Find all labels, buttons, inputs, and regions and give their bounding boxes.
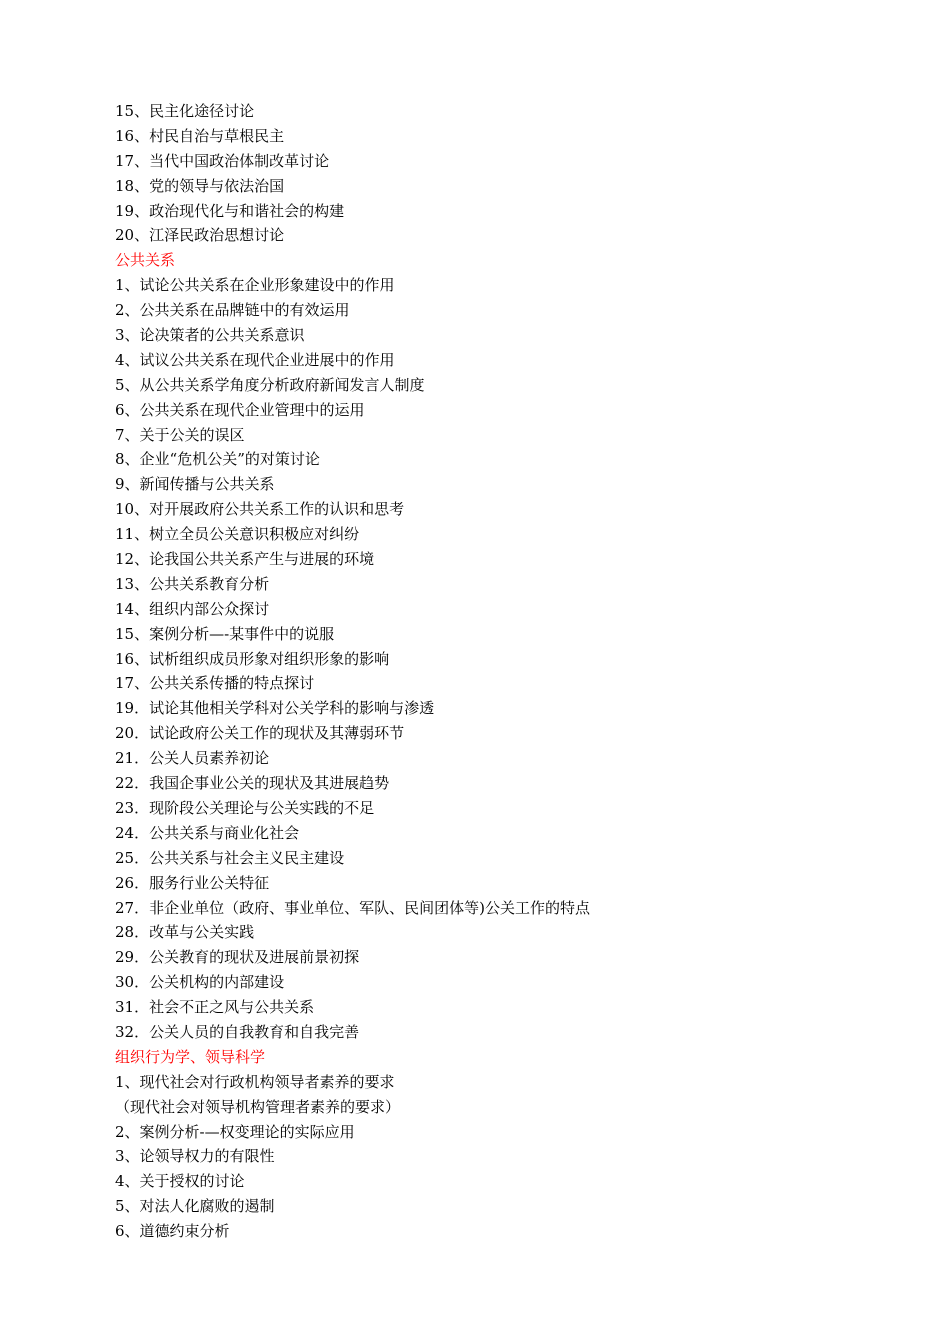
section-politics (115, 99, 915, 248)
list-item: 6、公共关系在现代企业管理中的运用 (115, 400, 365, 419)
list-item: 22．我国企事业公关的现状及其进展趋势 (115, 774, 390, 793)
list-item: 21．公关人员素养初论 (115, 749, 270, 768)
section-heading: 组织行为学、领导科学 (115, 1047, 266, 1066)
list-item: 1、现代社会对行政机构领导者素养的要求 (115, 1072, 395, 1091)
list-item: 2、公共关系在品牌链中的有效运用 (115, 301, 350, 320)
document-page (115, 99, 915, 1244)
list-item: 17、公共关系传播的特点探讨 (115, 674, 315, 693)
list-item: 23．现阶段公关理论与公关实践的不足 (115, 798, 375, 817)
list-item: 28．改革与公关实践 (115, 923, 255, 942)
list-item: （现代社会对领导机构管理者素养的要求） (115, 1097, 401, 1116)
list-item: 19．试论其他相关学科对公关学科的影响与渗透 (115, 699, 435, 718)
list-item: 5、对法人化腐败的遏制 (115, 1197, 275, 1216)
list-item: 14、组织内部公众探讨 (115, 599, 270, 618)
list-item: 25．公共关系与社会主义民主建设 (115, 848, 345, 867)
list-item: 2、案例分析-—权变理论的实际应用 (115, 1122, 355, 1141)
list-item: 3、论决策者的公共关系意识 (115, 326, 305, 345)
list-item: 16、试析组织成员形象对组织形象的影响 (115, 649, 390, 668)
list-item: 12、论我国公共关系产生与进展的环境 (115, 550, 375, 569)
list-item: 4、试议公共关系在现代企业进展中的作用 (115, 350, 395, 369)
list-item: 30．公关机构的内部建设 (115, 973, 285, 992)
list-item: 8、企业“危机公关”的对策讨论 (115, 450, 320, 469)
section-org-behavior (115, 1045, 915, 1244)
section-public-relations (115, 248, 915, 1045)
list-item: 20．试论政府公关工作的现状及其薄弱环节 (115, 724, 405, 743)
list-item: 18、党的领导与依法治国 (115, 176, 285, 195)
list-item: 17、当代中国政治体制改革讨论 (115, 151, 330, 170)
list-item: 15、案例分析—-某事件中的说服 (115, 624, 335, 643)
list-item: 24．公共关系与商业化社会 (115, 823, 300, 842)
list-item: 3、论领导权力的有限性 (115, 1147, 275, 1166)
list-item: 15、民主化途径讨论 (115, 102, 255, 120)
list-item: 19、政治现代化与和谐社会的构建 (115, 201, 345, 220)
list-item: 10、对开展政府公共关系工作的认识和思考 (115, 500, 405, 519)
list-item: 13、公共关系教育分析 (115, 574, 270, 593)
list-item: 32．公关人员的自我教育和自我完善 (115, 1022, 360, 1041)
list-item: 26．服务行业公关特征 (115, 873, 270, 892)
list-item: 6、道德约束分析 (115, 1222, 230, 1241)
list-item: 4、关于授权的讨论 (115, 1172, 245, 1191)
list-item: 27．非企业单位（政府、事业单位、军队、民间团体等)公关工作的特点 (115, 898, 590, 917)
list-item: 5、从公共关系学角度分析政府新闻发言人制度 (115, 375, 425, 394)
list-item: 11、树立全员公关意识积极应对纠纷 (115, 525, 360, 544)
list-item: 20、江泽民政治思想讨论 (115, 226, 285, 245)
list-item: 16、村民自治与草根民主 (115, 126, 285, 145)
section-heading: 公共关系 (115, 251, 176, 270)
list-item: 1、试论公共关系在企业形象建设中的作用 (115, 276, 395, 295)
list-item: 31．社会不正之风与公共关系 (115, 998, 315, 1017)
list-item: 7、关于公关的误区 (115, 425, 245, 444)
list-item: 29．公关教育的现状及进展前景初探 (115, 948, 360, 967)
list-item: 9、新闻传播与公共关系 (115, 475, 275, 494)
